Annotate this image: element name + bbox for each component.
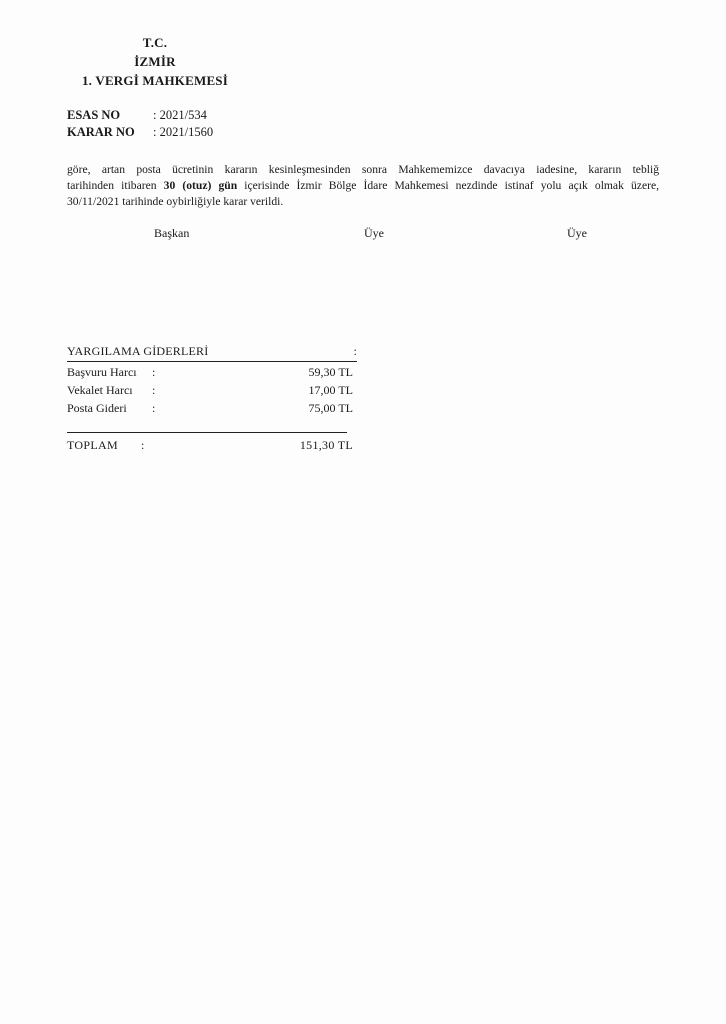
case-info: [67, 107, 213, 141]
cost-row: [67, 381, 357, 399]
total-label: TOPLAM: [67, 438, 118, 452]
total-amount: 151,30 TL: [299, 438, 353, 452]
esas-value: : 2021/534: [153, 108, 207, 122]
cost-label: Başvuru Harcı: [67, 365, 137, 379]
karar-label: KARAR NO: [67, 125, 135, 139]
cost-colon: :: [152, 365, 156, 379]
header-court: 1. VERGİ MAHKEMESİ: [81, 73, 229, 88]
costs-title: YARGILAMA GİDERLERİ: [67, 344, 209, 358]
esas-label: ESAS NO: [67, 108, 121, 122]
signature-baskan: Başkan: [154, 226, 190, 240]
cost-amount: 17,00 TL: [308, 383, 353, 397]
cost-rows: [67, 363, 357, 417]
decision-line-2: [67, 178, 659, 194]
costs-title-row: [67, 344, 357, 362]
header-tc: T.C.: [142, 35, 168, 50]
total-row: [67, 436, 357, 454]
esas-row: [67, 107, 213, 124]
total-colon: :: [141, 438, 145, 452]
cost-row: [67, 399, 357, 417]
cost-row: [67, 363, 357, 381]
costs-title-colon: :: [353, 344, 357, 358]
decision-line-3: 30/11/2021 tarihinde oybirliğiyle karar verildi.: [67, 195, 284, 208]
decision-line-2-pre: tarihinden itibaren: [67, 179, 164, 192]
cost-amount: 59,30 TL: [308, 365, 353, 379]
cost-colon: :: [152, 401, 156, 415]
decision-line-2-post: içerisinde İzmir Bölge İdare Mahkemesi nezdinde istinaf yolu açık olmak üzere,: [237, 179, 659, 192]
decision-deadline: 30 (otuz) gün: [163, 179, 238, 192]
karar-value: : 2021/1560: [153, 125, 214, 139]
court-header: [80, 33, 230, 90]
decision-text: [67, 162, 659, 210]
cost-amount: 75,00 TL: [308, 401, 353, 415]
cost-label: Posta Gideri: [67, 401, 127, 415]
costs-section: [67, 344, 357, 417]
header-city: İZMİR: [134, 54, 176, 69]
signature-uye-2: Üye: [567, 226, 587, 240]
cost-label: Vekalet Harcı: [67, 383, 133, 397]
total-divider: [67, 432, 347, 433]
karar-row: [67, 124, 213, 141]
signature-uye-1: Üye: [364, 226, 384, 240]
decision-line-1: göre, artan posta ücretinin kararın kesinleşmesinden sonra Mahkememizce davacıya iadesine, kararın tebliğ: [67, 163, 659, 176]
cost-colon: :: [152, 383, 156, 397]
